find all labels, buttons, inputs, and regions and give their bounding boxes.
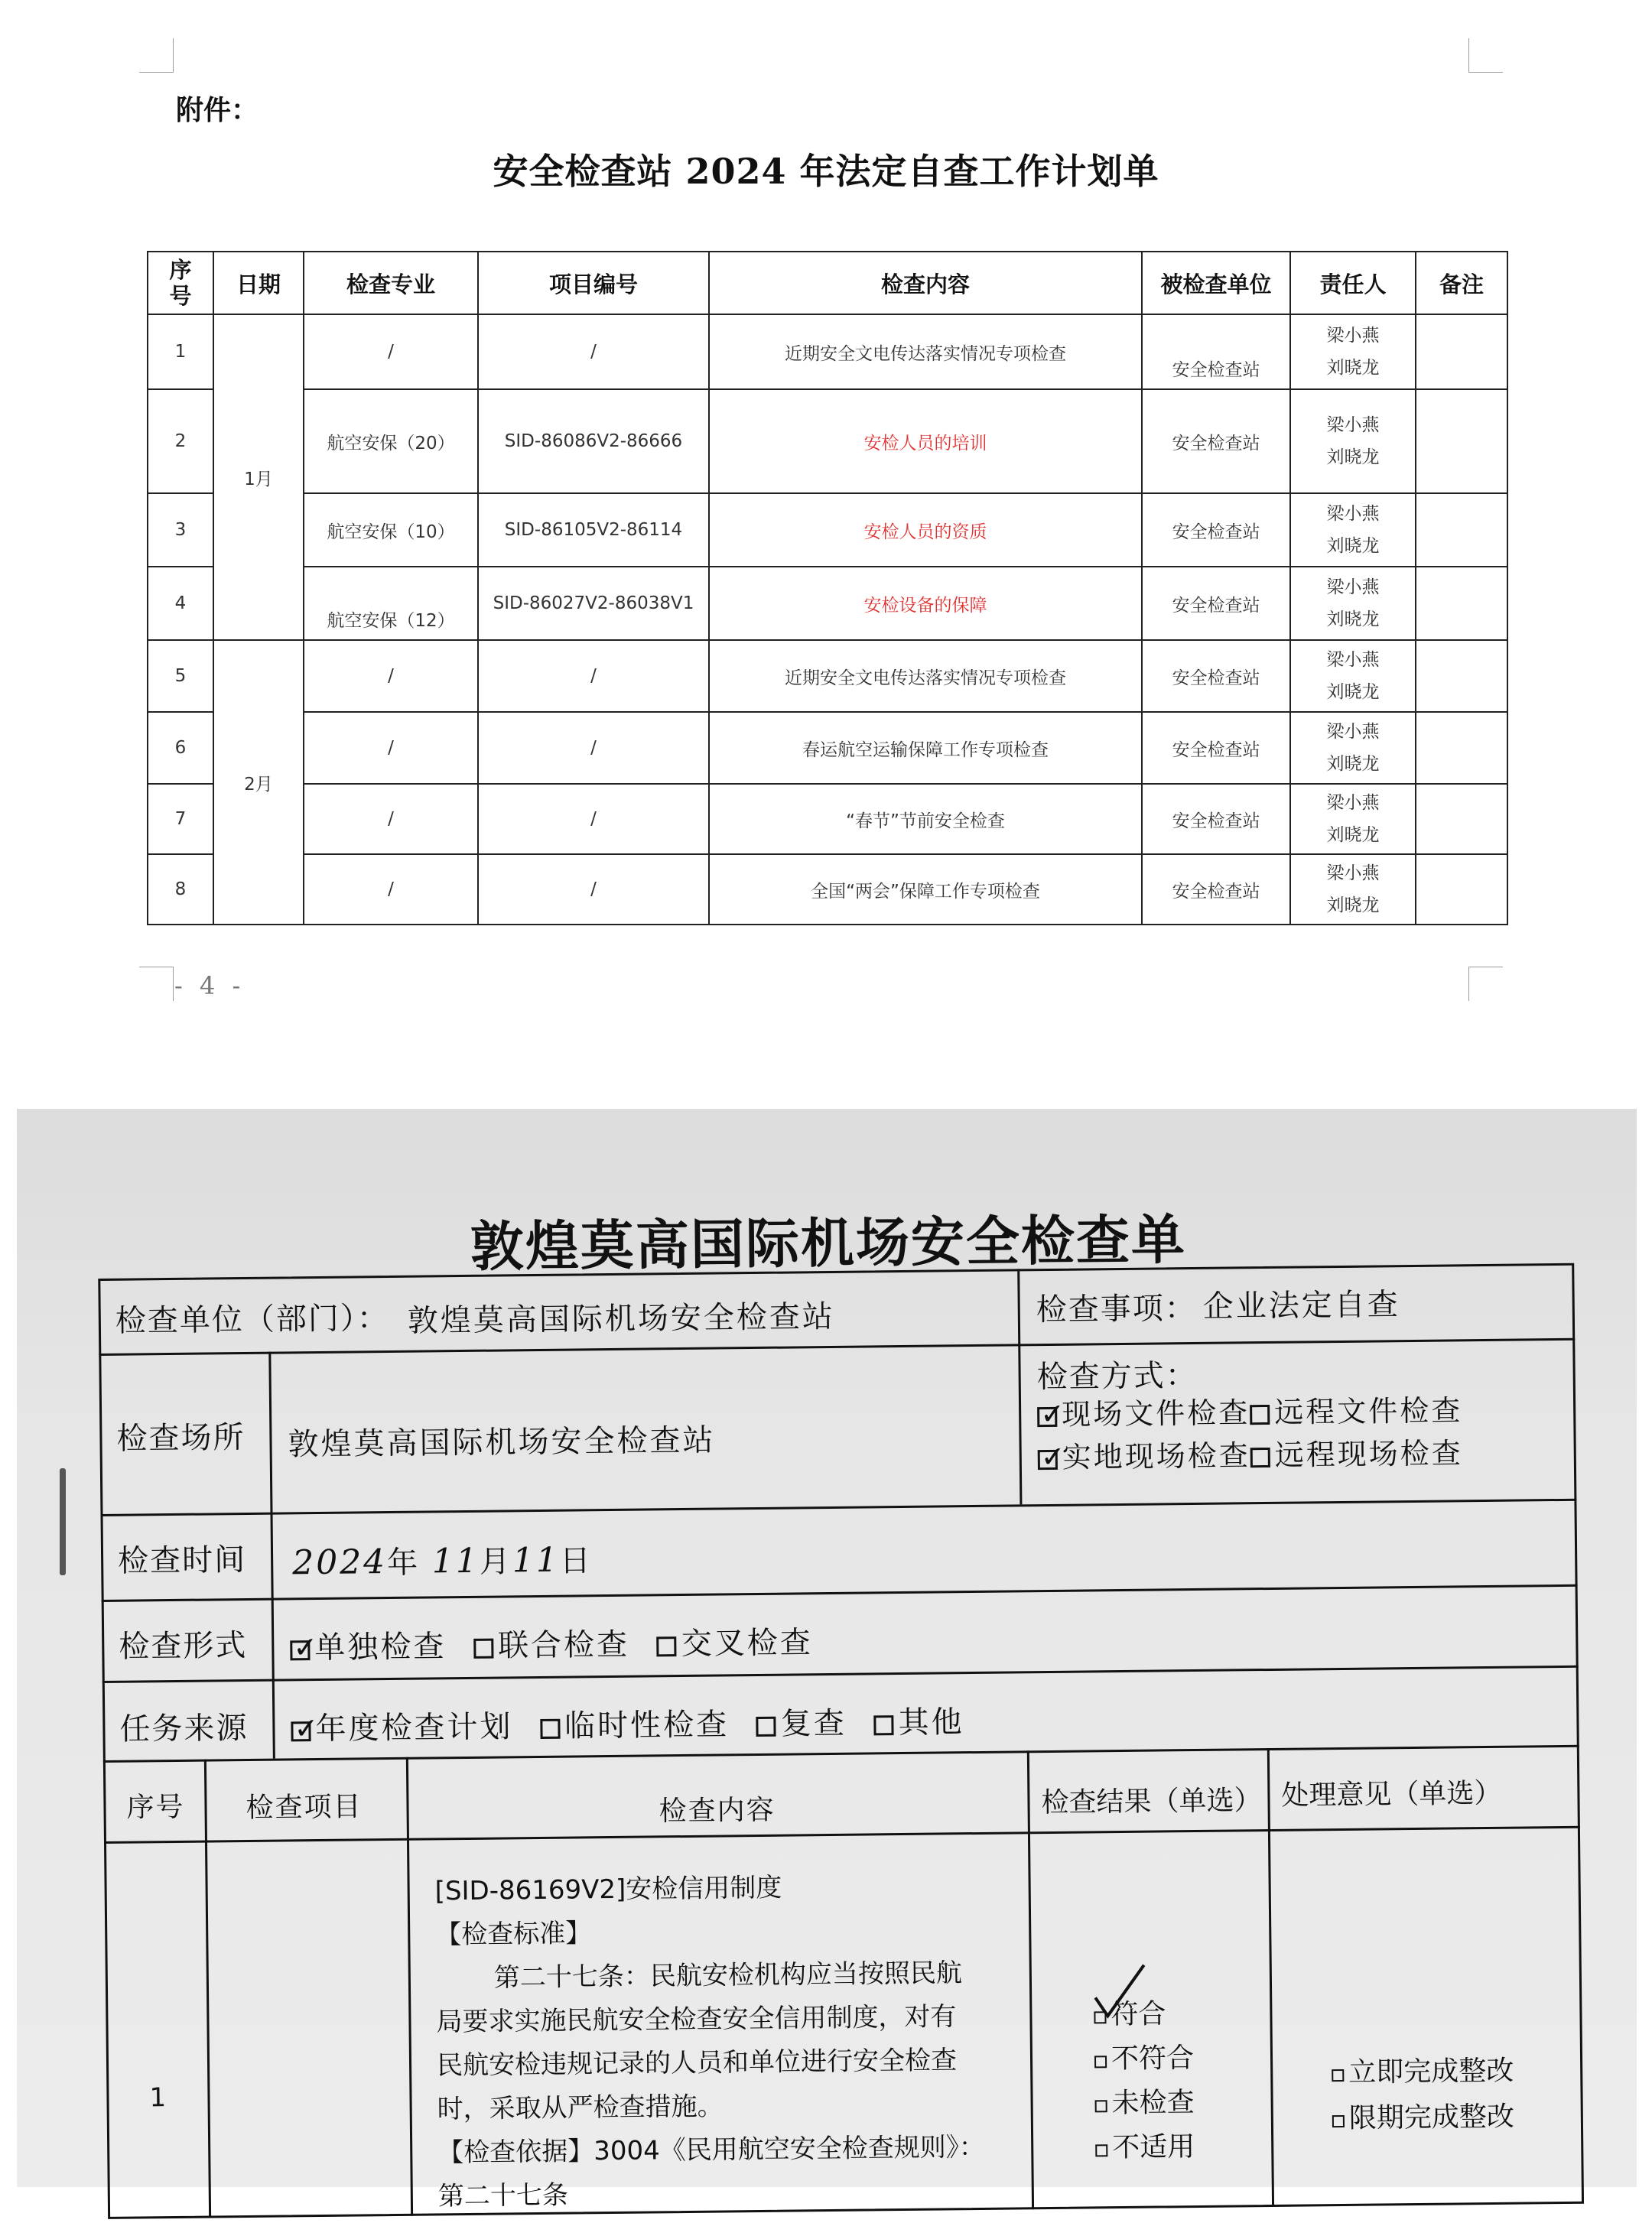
- content-line: 时，采取从严检查措施。: [437, 2091, 724, 2125]
- content-cell: 安检设备的保障: [709, 567, 1142, 640]
- checkbox-onsite-doc[interactable]: [1037, 1407, 1057, 1427]
- result-option-unchecked[interactable]: 未检查: [1094, 2081, 1195, 2126]
- code-cell: /: [478, 854, 709, 925]
- content-line: 第二十七条：民航安检机构应当按照民航: [493, 1958, 963, 1994]
- table-row: [148, 567, 1507, 640]
- handwritten-year: 2024: [291, 1542, 388, 1583]
- checkbox-remote-field[interactable]: [1250, 1448, 1270, 1467]
- col-header: 责任人: [1290, 252, 1416, 314]
- time-label: 检查时间: [117, 1542, 247, 1579]
- content-line: 【检查依据】3004《民用航空安全检查规则》：: [437, 2131, 985, 2169]
- checkbox-single[interactable]: [290, 1640, 310, 1660]
- col-header: 备注: [1416, 252, 1507, 314]
- note-cell: [1416, 640, 1507, 712]
- responsible-cell: 梁小燕 刘晓龙: [1290, 314, 1416, 389]
- checklist-title: 敦煌莫高国际机场安全检查单: [470, 1207, 1187, 1279]
- col-header: 日期: [213, 252, 304, 314]
- source-options: ✓ 年度检查计划 临时性检查 复查 其他: [291, 1698, 980, 1748]
- col-header: 检查内容: [709, 252, 1142, 314]
- crop-mark: [1468, 38, 1503, 73]
- row-number: 7: [148, 784, 213, 854]
- crop-mark: [139, 38, 174, 73]
- col-header-handling: 处理意见（单选）: [1281, 1777, 1502, 1812]
- col-header: 被检查单位: [1142, 252, 1290, 314]
- responsible-cell: 梁小燕 刘晓龙: [1290, 567, 1416, 640]
- method-label: 检查方式：: [1036, 1357, 1198, 1396]
- content-cell: “春节”节前安全检查: [709, 784, 1142, 854]
- form-label: 检查形式: [119, 1627, 248, 1665]
- major-cell: /: [304, 314, 478, 389]
- row-number: 3: [148, 493, 213, 567]
- checkbox-remote-doc[interactable]: [1250, 1405, 1270, 1425]
- row-number: 4: [148, 567, 213, 640]
- table-row: [148, 314, 1507, 389]
- responsible-cell: 梁小燕 刘晓龙: [1290, 712, 1416, 784]
- major-cell: /: [304, 854, 478, 925]
- code-cell: SID-86105V2-86114: [478, 493, 709, 567]
- unit-cell: 安全检查站: [1142, 314, 1290, 389]
- form-options: ✓ 单独检查 联合检查 交叉检查: [290, 1618, 828, 1667]
- place-value: 敦煌莫高国际机场安全检查站: [288, 1422, 716, 1463]
- unit-cell: 安全检查站: [1142, 784, 1290, 854]
- table-row: [148, 640, 1507, 712]
- content-line: 民航安检违规记录的人员和单位进行安全检查: [436, 2045, 958, 2082]
- row-number: 6: [148, 712, 213, 784]
- table-row: [148, 784, 1507, 854]
- content-cell: 安检人员的培训: [709, 389, 1142, 493]
- result-option-conform[interactable]: 符合: [1094, 1992, 1194, 2037]
- result-option-na[interactable]: 不适用: [1095, 2125, 1195, 2170]
- handwritten-day: 11: [512, 1540, 561, 1581]
- unit-cell: 安全检查站: [1142, 854, 1290, 925]
- responsible-cell: 梁小燕 刘晓龙: [1290, 784, 1416, 854]
- content-cell: 近期安全文电传达落实情况专项检查: [709, 640, 1142, 712]
- content-line: 【检查标准】: [435, 1918, 592, 1951]
- checkbox-cross[interactable]: [657, 1636, 677, 1656]
- row-number: 8: [148, 854, 213, 925]
- table-row: [148, 854, 1507, 925]
- table-row: [148, 493, 1507, 567]
- table-row: [148, 712, 1507, 784]
- note-cell: [1416, 712, 1507, 784]
- matter-label: 检查事项：: [1036, 1290, 1197, 1328]
- content-cell: 春运航空运输保障工作专项检查: [709, 712, 1142, 784]
- month-cell: 1月: [213, 314, 304, 640]
- col-header: 项目编号: [478, 252, 709, 314]
- content-line: 局要求实施民航安全检查安全信用制度，对有: [436, 2001, 957, 2038]
- place-label: 检查场所: [116, 1419, 246, 1457]
- note-cell: [1416, 784, 1507, 854]
- page-number: - 4 -: [174, 971, 246, 1000]
- col-header: 检查专业: [304, 252, 478, 314]
- method-options-line2: ✓实地现场检查 远程现场检查: [1037, 1429, 1463, 1476]
- content-line: [SID-86169V2]安检信用制度: [434, 1872, 782, 1907]
- page-title: 安全检查站 2024 年法定自查工作计划单: [493, 151, 1159, 192]
- code-cell: SID-86086V2-86666: [478, 389, 709, 493]
- item-number: 1: [149, 2082, 168, 2114]
- col-header-content: 检查内容: [659, 1794, 776, 1828]
- code-cell: /: [478, 640, 709, 712]
- content-cell: 近期安全文电传达落实情况专项检查: [709, 314, 1142, 389]
- plan-document-page: [0, 0, 1652, 1063]
- unit-cell: 安全检查站: [1142, 640, 1290, 712]
- note-cell: [1416, 314, 1507, 389]
- col-header: 序 号: [148, 252, 213, 314]
- month-cell: 2月: [213, 640, 304, 925]
- major-cell: /: [304, 784, 478, 854]
- responsible-cell: 梁小燕 刘晓龙: [1290, 389, 1416, 493]
- major-cell: 航空安保（10）: [304, 493, 478, 567]
- unit-label: 检查单位（部门）：: [115, 1301, 390, 1339]
- note-cell: [1416, 567, 1507, 640]
- code-cell: /: [478, 712, 709, 784]
- responsible-cell: 梁小燕 刘晓龙: [1290, 854, 1416, 925]
- checklist-photo: [17, 1109, 1637, 2212]
- major-cell: 航空安保（20）: [304, 389, 478, 493]
- col-header-no: 序号: [126, 1791, 185, 1824]
- attachment-label: 附件：: [176, 95, 259, 126]
- unit-cell: 安全检查站: [1142, 567, 1290, 640]
- row-number: 2: [148, 389, 213, 493]
- handling-option-immediate[interactable]: 立即完成整改: [1332, 2049, 1514, 2096]
- checkbox-annual-plan[interactable]: [291, 1721, 311, 1741]
- row-number: 1: [148, 314, 213, 389]
- code-cell: SID-86027V2-86038V1: [478, 567, 709, 640]
- note-cell: [1416, 493, 1507, 567]
- source-label: 任务来源: [119, 1710, 249, 1747]
- checkbox-temporary[interactable]: [540, 1719, 560, 1739]
- crop-mark: [1468, 967, 1503, 1001]
- handwritten-check-mark: [1091, 1962, 1153, 2024]
- crop-mark: [139, 967, 174, 1001]
- major-cell: /: [304, 640, 478, 712]
- method-options-line1: ✓现场文件检查 远程文件检查: [1037, 1386, 1463, 1433]
- handwritten-month: 11: [431, 1541, 480, 1581]
- checkbox-onsite-field[interactable]: [1038, 1450, 1058, 1470]
- table-row: [148, 389, 1507, 493]
- unit-cell: 安全检查站: [1142, 389, 1290, 493]
- unit-value: 敦煌莫高国际机场安全检查站: [407, 1298, 836, 1339]
- plan-table: [147, 251, 1508, 925]
- check-content: [434, 1864, 1035, 2218]
- content-line: 第二十七条: [437, 2179, 569, 2212]
- handling-options: [1332, 2049, 1514, 2142]
- code-cell: /: [478, 314, 709, 389]
- responsible-cell: 梁小燕 刘晓龙: [1290, 640, 1416, 712]
- table-header-row: [148, 252, 1507, 314]
- row-number: 5: [148, 640, 213, 712]
- code-cell: /: [478, 784, 709, 854]
- checkbox-recheck[interactable]: [756, 1717, 776, 1737]
- unit-cell: 安全检查站: [1142, 712, 1290, 784]
- major-cell: 航空安保（12）: [304, 567, 478, 640]
- responsible-cell: 梁小燕 刘晓龙: [1290, 493, 1416, 567]
- handling-option-deadline[interactable]: 限期完成整改: [1332, 2095, 1515, 2142]
- note-cell: [1416, 854, 1507, 925]
- major-cell: /: [304, 712, 478, 784]
- note-cell: [1416, 389, 1507, 493]
- checkbox-other[interactable]: [873, 1715, 893, 1735]
- content-cell: 全国“两会”保障工作专项检查: [709, 854, 1142, 925]
- col-header-item: 检查项目: [246, 1791, 363, 1825]
- result-option-nonconform[interactable]: 不符合: [1094, 2036, 1195, 2082]
- checkbox-joint[interactable]: [473, 1639, 493, 1659]
- time-value: 2024年 11月11日: [291, 1540, 593, 1583]
- content-cell: 安检人员的资质: [709, 493, 1142, 567]
- unit-cell: 安全检查站: [1142, 493, 1290, 567]
- col-header-result: 检查结果（单选）: [1041, 1785, 1262, 1819]
- matter-value: 企业法定自查: [1202, 1287, 1400, 1324]
